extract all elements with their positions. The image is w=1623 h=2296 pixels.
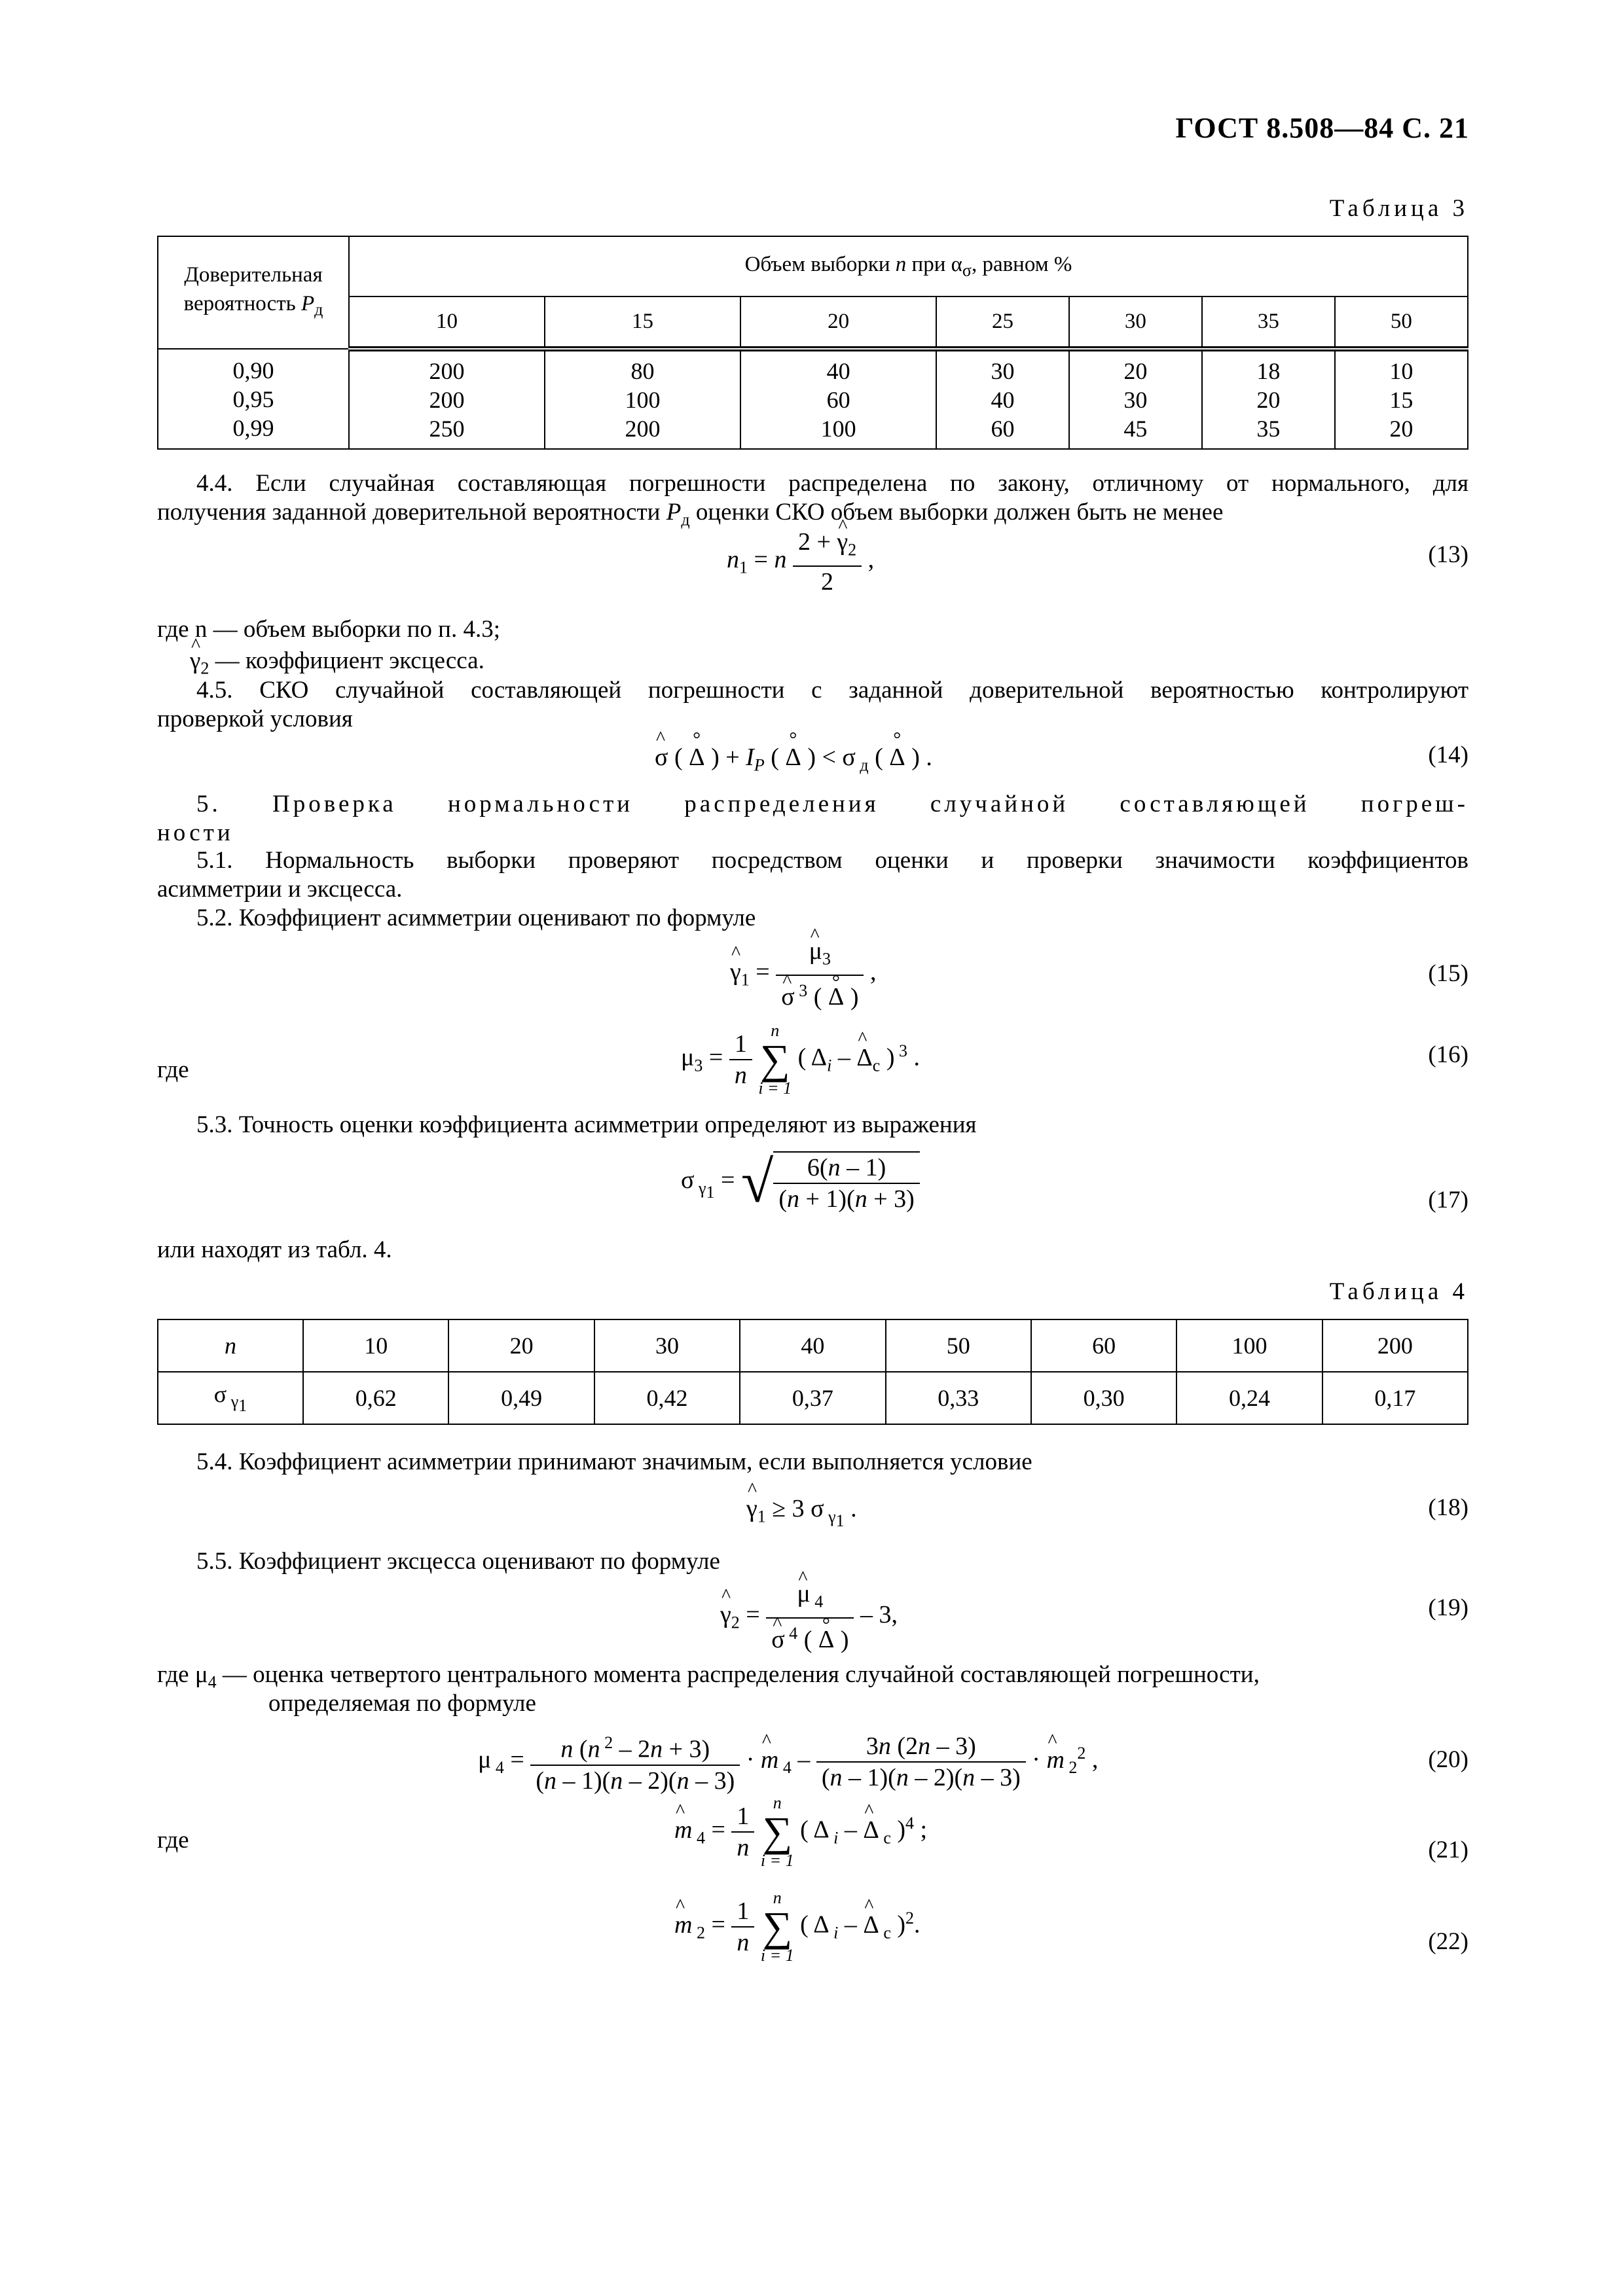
eq-number-14: (14) (1428, 742, 1468, 768)
p44-where2: ^ $\gamma_2$ — коэффициент эксцесса. (190, 647, 484, 683)
formula-17: σ $_{\gamma_1}$ = √ $\frac{6(n - 1)}{(n + 1)(n + 3)}$ (681, 1149, 920, 1216)
table3-col-header: 15 (545, 296, 740, 349)
table3-cell: 18 20 35 (1202, 349, 1335, 449)
eq-number-18: (18) (1428, 1494, 1468, 1521)
table3-p-values: 0,90 0,95 0,99 (158, 349, 349, 449)
eq-number-22: (22) (1428, 1928, 1468, 1955)
table4-cell: 0,17 (1322, 1372, 1468, 1424)
p55-where-line2: определяемая по формуле (268, 1690, 536, 1717)
table4-col-header: 100 (1176, 1319, 1322, 1372)
table3-cell: 30 40 60 (936, 349, 1069, 449)
table4-cell: 0,24 (1176, 1372, 1322, 1424)
table4-caption: Таблица 4 (1329, 1278, 1468, 1305)
p53: 5.3. Точность оценки коэффициента асимметрии определяют из выражения (196, 1111, 977, 1138)
p44-where1: где n — объем выборки по п. 4.3; (157, 616, 501, 643)
table4-cell: 0,62 (303, 1372, 448, 1424)
p45-line1: 4.5. СКО случайной составляющей погрешности с заданной доверительной вероятностью контролируют (196, 677, 1468, 704)
table3-col-group-header: Объем выборки n при $\alpha_\sigma$, равном % (349, 236, 1468, 296)
formula-15: ^ $\gamma_1$ = ^ $\mu_3$ ^ σ $^3$ ( ° Δ ) , (730, 936, 876, 1012)
p53-line2: или находят из табл. 4. (157, 1236, 392, 1263)
where-21: где (157, 1827, 189, 1854)
table3-cell: 200 200 250 (349, 349, 545, 449)
table3-row-header: Доверительная вероятность $P_д$ (158, 236, 349, 349)
table3-col-header: 50 (1335, 296, 1468, 349)
table3-cell: 20 30 45 (1069, 349, 1202, 449)
table3-col-header: 10 (349, 296, 545, 349)
where-16: где (157, 1056, 189, 1083)
p44-line1: 4.4. Если случайная составляющая погрешности распределена по закону, отличному от нормального, для (196, 470, 1468, 497)
table4-col-header: 60 (1031, 1319, 1176, 1372)
eq-number-15: (15) (1428, 960, 1468, 987)
table3-col-header: 25 (936, 296, 1069, 349)
eq-number-19: (19) (1428, 1594, 1468, 1621)
table3-col-header: 35 (1202, 296, 1335, 349)
s5-title2: ности (157, 819, 234, 846)
table3-cell: 10 15 20 (1335, 349, 1468, 449)
p51-line1: 5.1. Нормальность выборки проверяют посредством оценки и проверки значимости коэффициентов (196, 847, 1468, 874)
table4-cell: 0,49 (448, 1372, 594, 1424)
table3-caption: Таблица 3 (1329, 195, 1468, 222)
p45-line2: проверкой условия (157, 706, 353, 732)
table4-cell: 0,37 (740, 1372, 885, 1424)
formula-16: $\mu_3$ = $\frac{1}{n}$ n ∑ i = 1 ( $\Delta_i$ – ^ $\Delta_c$ ) $^3$ . (681, 1021, 920, 1098)
p51-line2: асимметрии и эксцесса. (157, 876, 403, 903)
p55-where-line1: где $\mu_4$ — оценка четвертого центрального момента распределения случайной составляющей погрешности, (157, 1661, 1260, 1692)
formula-20: μ $_4$ = $\frac{n (n ^2 - 2n + 3)}{(n - 1)(n - 2)(n - 3)}$ · ^ m $_4$ – $\frac{3n (2n - 3)}{(n - 1)(n - 2)(n - 3)}$ · ^ m $_2^2$ , (478, 1728, 1098, 1796)
formula-14: ^ σ ( ° Δ ) + $I_P$ ( ° Δ ) < σ $_д$ ( ° Δ ) . (655, 743, 932, 776)
s5-title1: 5. Проверка нормальности распределения случайной составляющей погреш- (196, 791, 1468, 817)
formula-22: ^ m $_2$ = $\frac{1}{n}$ n ∑ i = 1 ( Δ $_i$ – ^ Δ $_c$ )$^2$. (674, 1888, 921, 1965)
p55: 5.5. Коэффициент эксцесса оценивают по формуле (196, 1548, 720, 1575)
table4-col-header: 40 (740, 1319, 885, 1372)
table4-col-header: 30 (594, 1319, 740, 1372)
table4-col-header: 200 (1322, 1319, 1468, 1372)
table4-cell: 0,33 (886, 1372, 1031, 1424)
table4-col-header: 50 (886, 1319, 1031, 1372)
eq-number-21: (21) (1428, 1837, 1468, 1863)
p54: 5.4. Коэффициент асимметрии принимают значимым, если выполняется условие (196, 1448, 1032, 1475)
table4-head-label: n (158, 1319, 303, 1372)
table4-cell: 0,30 (1031, 1372, 1176, 1424)
table3 (157, 236, 1468, 450)
formula-19: ^ $\gamma_2$ = ^ μ $_4$ ^ σ $^4$ ( ° Δ ) – 3, (720, 1579, 898, 1655)
table3-col-header: 20 (740, 296, 936, 349)
formula-18: ^ $\gamma_1 \ge 3$ σ $_{\gamma_1}$ . (746, 1494, 857, 1531)
p52: 5.2. Коэффициент асимметрии оценивают по формуле (196, 905, 756, 931)
eq-number-20: (20) (1428, 1746, 1468, 1773)
table4 (157, 1319, 1468, 1425)
table3-cell: 80 100 200 (545, 349, 740, 449)
page-header: ГОСТ 8.508—84 С. 21 (1175, 112, 1469, 144)
table4-cell: 0,42 (594, 1372, 740, 1424)
formula-21: ^ m $_4$ = $\frac{1}{n}$ n ∑ i = 1 ( Δ $_i$ – ^ Δ $_c$ )$^4$ ; (674, 1793, 927, 1871)
eq-number-13: (13) (1428, 541, 1468, 568)
table3-cell: 40 60 100 (740, 349, 936, 449)
table4-col-header: 20 (448, 1319, 594, 1372)
p44-line2: получения заданной доверительной вероятности $P_д$ оценки СКО объем выборки должен быть не менее (157, 499, 1224, 529)
table4-col-header: 10 (303, 1319, 448, 1372)
table4-row-label: σ $_{\gamma_1}$ (158, 1372, 303, 1424)
eq-number-17: (17) (1428, 1187, 1468, 1213)
formula-13: $n_1 = n$ $\frac{2 + \^{} \gamma_2}{2}$ , (727, 527, 874, 597)
table3-col-header: 30 (1069, 296, 1202, 349)
eq-number-16: (16) (1428, 1041, 1468, 1068)
